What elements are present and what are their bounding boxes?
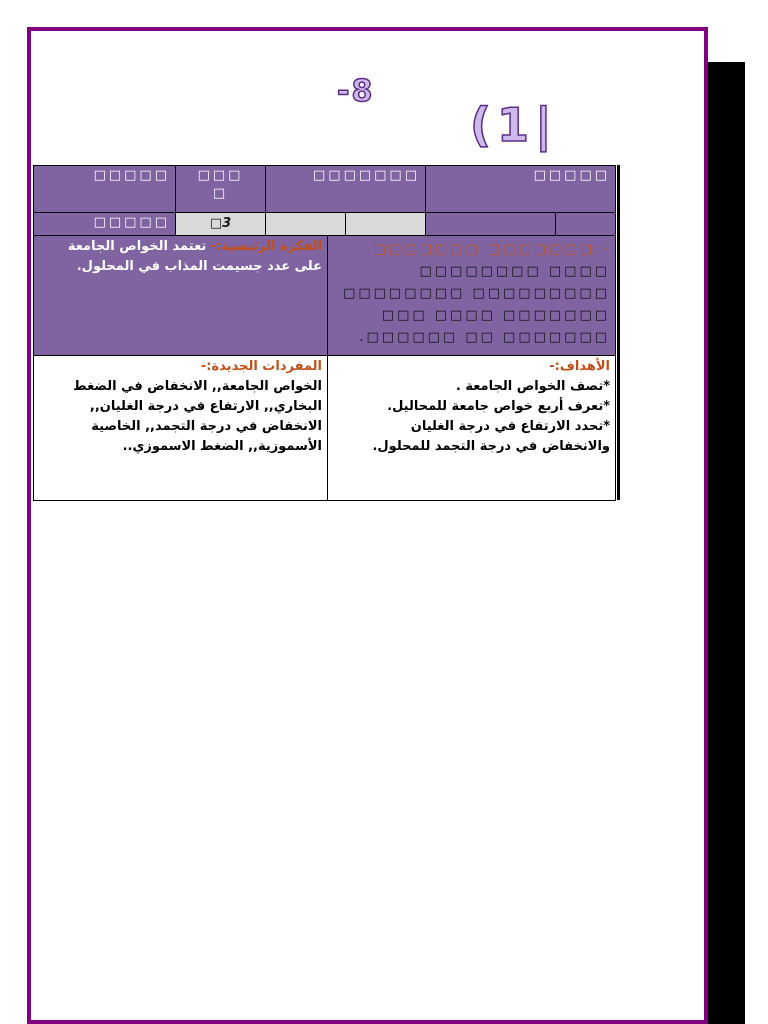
vocabulary-objectives-row	[34, 356, 616, 501]
vocabulary-cell	[34, 356, 328, 501]
vocabulary-line: البخاري,, الارتفاع في درجة الغليان,,	[89, 399, 322, 414]
boxed-line: □□□□□□□ □□□□□□□:-	[373, 242, 611, 257]
vocabulary-line: الأسموزية,, الضغط الاسموزي..	[122, 439, 322, 454]
boxed-block	[333, 237, 610, 349]
objectives-cell	[328, 356, 616, 501]
objectives-label: الأهداف:-	[549, 359, 611, 374]
second-row-cell-6	[556, 213, 616, 236]
objectives-text	[333, 357, 610, 457]
header-cell-2-line: □	[212, 186, 229, 201]
vocabulary-line: الخواص الجامعة,, الانخفاض في الضغط	[73, 379, 322, 394]
lesson-plan-table	[33, 165, 616, 501]
boxed-line: □□□ □□□□ □□□□□□□	[381, 308, 611, 323]
second-row-cell-5	[426, 213, 556, 236]
second-row-cell-3	[266, 213, 346, 236]
boxed-line: □□□□□□□□ □□□□□□□□□	[343, 286, 611, 301]
objective-line: *تحدد الارتفاع في درجة الغليان	[410, 419, 611, 434]
objective-line: *تصف الخواص الجامعة .	[455, 379, 611, 394]
main-idea-cell	[34, 236, 328, 356]
header-cell-3: □□□□□□□	[266, 166, 426, 213]
objective-line: *تعرف أربع خواص جامعة للمحاليل.	[387, 399, 611, 414]
main-idea-body: تعتمد الخواص الجامعة على عدد جسيمت المذاب في المحلول.	[67, 239, 322, 274]
table-right-edge	[615, 165, 620, 500]
header-cell-2	[176, 166, 266, 213]
main-idea-text	[39, 237, 322, 277]
vocabulary-text	[39, 357, 322, 457]
main-idea-row	[34, 236, 616, 356]
second-row	[34, 213, 616, 236]
boxed-line: □□□□□□□□ □□□□	[419, 264, 611, 279]
second-row-cell-2: □3	[176, 213, 266, 236]
lesson-number: (1|	[470, 98, 558, 152]
vocabulary-line: الانخفاض في درجة التجمد,, الخاصية	[91, 419, 322, 434]
objective-line: والانخفاض في درجة التجمد للمحلول.	[372, 439, 611, 454]
boxed-line: .□□□□□□ □□ □□□□□□□	[359, 330, 611, 345]
header-cell-4: □□□□□	[426, 166, 616, 213]
vocabulary-label: المفردات الجديدة:-	[200, 359, 322, 374]
page-shadow	[706, 62, 745, 1024]
header-row	[34, 166, 616, 213]
second-row-cell-1: □□□□□	[34, 213, 176, 236]
second-row-cell-4	[346, 213, 426, 236]
header-cell-1: □□□□□	[34, 166, 176, 213]
main-idea-label: الفكرة الرئيسية:-	[210, 239, 322, 254]
heading-mark: -8	[337, 74, 375, 109]
boxed-block-cell	[328, 236, 616, 356]
header-cell-2-line: □□□	[197, 168, 244, 183]
